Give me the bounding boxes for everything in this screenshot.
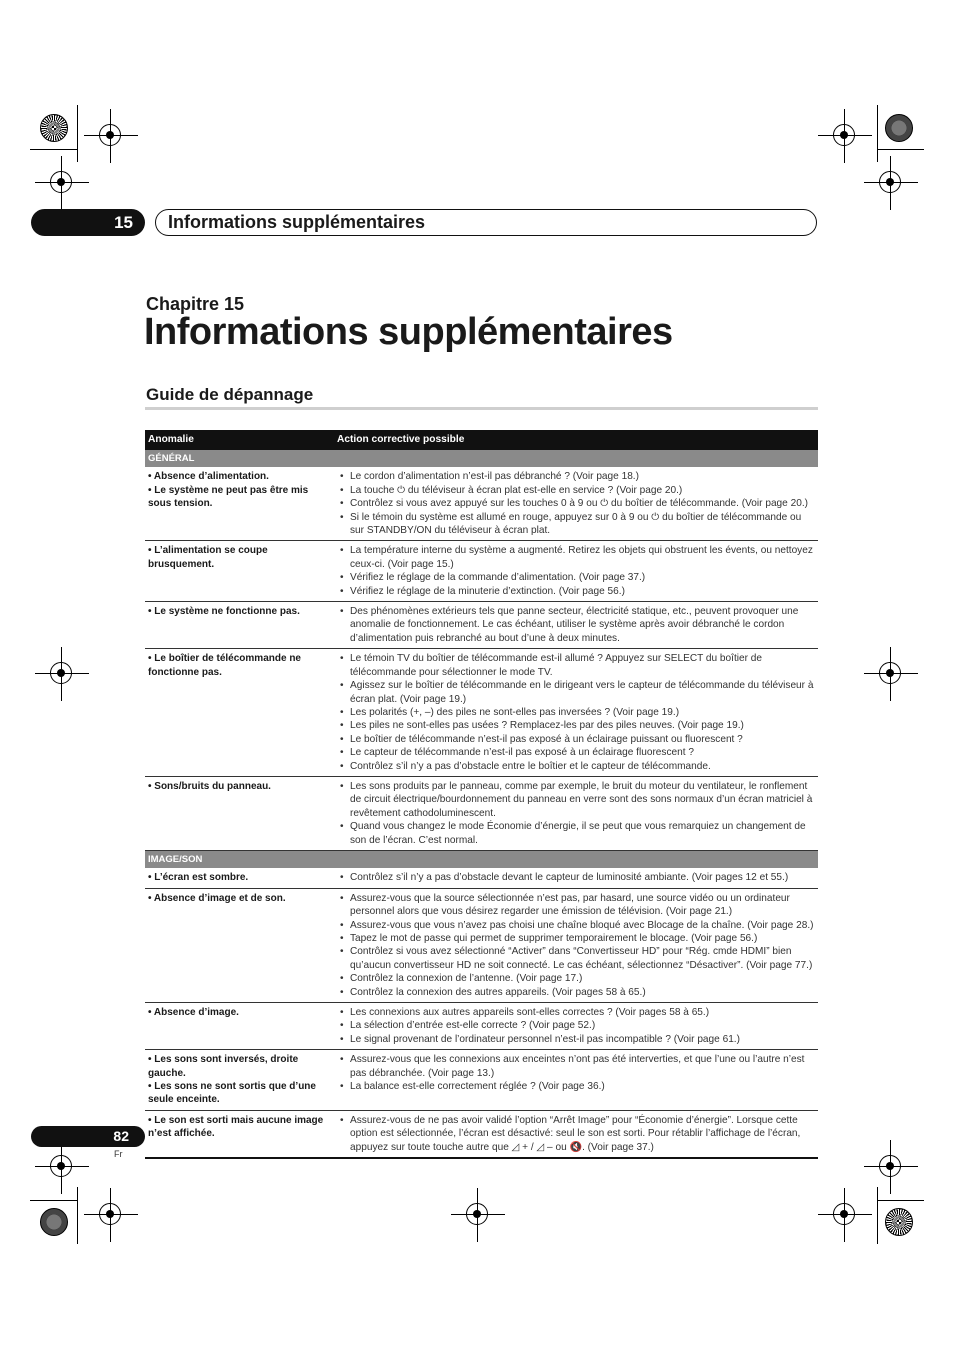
crop-mark — [77, 1187, 78, 1244]
table-row — [145, 868, 818, 888]
action-item: • Le témoin TV du boîtier de télécommande est-il allumé ? Appuyez sur SELECT du boîtier de télécommande pour sélectionner le mode TV. — [350, 652, 815, 679]
action-item: • Contrôlez s’il n’y a pas d’obstacle entre le boîtier et le capteur de télécommande. — [350, 760, 815, 773]
action-cell — [334, 649, 818, 777]
category-label: GÉNÉRAL — [145, 450, 818, 467]
language-code: Fr — [114, 1149, 123, 1159]
crosshair-icon — [879, 662, 901, 684]
table-row — [145, 1003, 818, 1050]
anomaly-text: • Les sons sont inversés, droite gauche. — [148, 1054, 299, 1079]
crop-mark — [877, 149, 924, 150]
column-header: Action corrective possible — [334, 430, 818, 450]
category-row — [145, 850, 818, 868]
anomaly-text: • L’écran est sombre. — [145, 868, 334, 888]
registration-star-icon — [40, 114, 68, 142]
table-row — [145, 1050, 818, 1111]
column-header: Anomalie — [145, 430, 334, 450]
crop-mark — [30, 1200, 77, 1201]
table-row — [145, 1110, 818, 1158]
action-item: • La touche ⏻ du téléviseur à écran plat est-elle en service ? (Voir page 20.) — [350, 484, 815, 497]
crop-mark — [30, 149, 77, 150]
action-item: • Assurez-vous que vous n’avez pas choisi une chaîne bloqué avec Blocage de la chaîne. (Voir page 28.) — [350, 919, 815, 932]
action-item: • Quand vous changez le mode Économie d’énergie, il se peut que vous remarquiez un changement de son de l’écran. C’est normal. — [350, 820, 815, 847]
action-item: • Le cordon d’alimentation n’est-il pas débranché ? (Voir page 18.) — [350, 470, 815, 483]
action-item: • Agissez sur le boîtier de télécommande en le dirigeant vers le capteur de télécommande du téléviseur à écran plat. (Voir page 19.) — [350, 679, 815, 706]
action-item: • Contrôlez s’il n’y a pas d’obstacle devant le capteur de luminosité ambiante. (Voir pages 12 et 55.) — [350, 871, 815, 884]
action-item: • Contrôlez la connexion des autres appareils. (Voir pages 58 à 65.) — [350, 986, 815, 999]
chapter-label: Chapitre 15 — [146, 294, 245, 314]
category-row — [145, 450, 818, 467]
section-divider — [145, 407, 818, 410]
action-cell — [334, 888, 818, 1002]
table-row — [145, 467, 818, 541]
anomaly-text: • Absence d’image et de son. — [145, 888, 334, 1002]
category-label: IMAGE/SON — [145, 850, 818, 868]
action-item: • Assurez-vous de ne pas avoir validé l’option “Arrêt Image” pour “Économie d’énergie”. Lorsque cette option est sélectionnée, l’écran est désactivé: seul le son est sorti. Pour rétablir l’affichage de l’écran, appuyez sur toute touche autre que ◿ + / ◿ – ou 🔇. (Voir page 37.) — [350, 1114, 815, 1154]
anomaly-text: • Absence d’alimentation. — [148, 471, 269, 483]
crop-mark — [877, 1200, 924, 1201]
anomaly-cell — [145, 1050, 334, 1111]
action-item: • Le capteur de télécommande n’est-il pas exposé à un éclairage fluorescent ? — [350, 746, 815, 759]
action-item: • La température interne du système a augmenté. Retirez les objets qui obstruent les évents, ou nettoyez ceux-ci. (Voir page 15.) — [350, 544, 815, 571]
crosshair-icon — [99, 124, 121, 146]
anomaly-text: • Les sons ne sont sortis que d’une seule enceinte. — [148, 1081, 316, 1106]
action-item: • Le signal provenant de l’ordinateur personnel n’est-il pas incompatible ? (Voir page 61.) — [350, 1033, 815, 1046]
action-item: • Si le témoin du système est allumé en rouge, appuyez sur 0 à 9 ou ⏻ du boîtier de télécommande ou sur STANDBY/ON du téléviseur à écran plat. — [350, 511, 815, 538]
action-item: • Des phénomènes extérieurs tels que panne secteur, électricité statique, etc., peuvent provoquer une anomalie de fonctionnement. Le cas échéant, utiliser le système après avoir débranché le cordon d’alimentation puis rebranché au bout d’une à deux minutes. — [350, 605, 815, 645]
action-item: • Le boîtier de télécommande n’est-il pas exposé à un éclairage puissant ou fluorescent ? — [350, 733, 815, 746]
action-cell — [334, 602, 818, 649]
action-item: • Les sons produits par le panneau, comme par exemple, le bruit du moteur du ventilateur, le ronflement de circuit électrique/bourdonnement du panneau en verre sont des sons normaux d’un écran matriciel à revêtement cathodoluminescent. — [350, 780, 815, 820]
chapter-number-tab: 15 — [31, 209, 145, 236]
action-item: • La sélection d’entrée est-elle correcte ? (Voir page 52.) — [350, 1019, 815, 1032]
action-item: • Contrôlez la connexion de l’antenne. (Voir page 17.) — [350, 972, 815, 985]
table-header-row — [145, 430, 818, 450]
anomaly-text: • Le boîtier de télécommande ne fonctionne pas. — [145, 649, 334, 777]
chapter-header-title: Informations supplémentaires — [155, 209, 817, 236]
crop-mark — [877, 1187, 878, 1244]
action-cell — [334, 1110, 818, 1158]
crosshair-icon — [50, 662, 72, 684]
crosshair-icon — [50, 171, 72, 193]
crosshair-icon — [879, 171, 901, 193]
crop-mark — [877, 105, 878, 162]
table-row — [145, 602, 818, 649]
anomaly-text: • Absence d’image. — [145, 1003, 334, 1050]
action-item: • Vérifiez le réglage de la commande d’alimentation. (Voir page 37.) — [350, 571, 815, 584]
action-cell — [334, 541, 818, 602]
section-title: Guide de dépannage — [146, 385, 314, 404]
anomaly-text: • Le son est sorti mais aucune image n’est affichée. — [145, 1110, 334, 1158]
action-cell — [334, 868, 818, 888]
action-cell — [334, 776, 818, 850]
action-cell — [334, 1003, 818, 1050]
action-cell — [334, 1050, 818, 1111]
page-number: 82 — [31, 1126, 145, 1147]
action-item: • Assurez-vous que les connexions aux enceintes n’ont pas été interverties, et que l’une ou l’autre n’est pas débranchée. (Voir page 13.) — [350, 1053, 815, 1080]
action-cell — [334, 467, 818, 541]
crosshair-icon — [833, 124, 855, 146]
crosshair-icon — [50, 1155, 72, 1177]
anomaly-text: • Sons/bruits du panneau. — [145, 776, 334, 850]
action-item: • Vérifiez le réglage de la minuterie d’extinction. (Voir page 56.) — [350, 585, 815, 598]
anomaly-text: • Le système ne fonctionne pas. — [145, 602, 334, 649]
anomaly-cell — [145, 467, 334, 541]
action-item: • Les piles ne sont-elles pas usées ? Remplacez-les par des piles neuves. (Voir page 19.) — [350, 719, 815, 732]
table-row — [145, 776, 818, 850]
table-row — [145, 649, 818, 777]
registration-star-icon — [885, 114, 913, 142]
action-item: • Contrôlez si vous avez appuyé sur les touches 0 à 9 ou ⏻ du boîtier de télécommande. (Voir page 20.) — [350, 497, 815, 510]
crop-mark — [77, 105, 78, 162]
action-item: • Les polarités (+, –) des piles ne sont-elles pas inversées ? (Voir page 19.) — [350, 706, 815, 719]
page-title: Informations supplémentaires — [144, 311, 673, 353]
action-item: • Contrôlez si vous avez sélectionné “Activer” dans “Convertisseur HD” pour “Rég. cmde HDMI” bien qu’aucun convertisseur HD ne soit connecté. Le cas échéant, sélectionnez “Désactiver”. (Voir page 77.) — [350, 945, 815, 972]
crosshair-icon — [833, 1203, 855, 1225]
table-row — [145, 888, 818, 1002]
troubleshooting-table — [145, 430, 818, 1159]
crosshair-icon — [466, 1203, 488, 1225]
action-item: • Tapez le mot de passe qui permet de supprimer temporairement le blocage. (Voir page 56.) — [350, 932, 815, 945]
anomaly-text: • L’alimentation se coupe brusquement. — [145, 541, 334, 602]
registration-star-icon — [885, 1208, 913, 1236]
table-row — [145, 541, 818, 602]
crosshair-icon — [879, 1155, 901, 1177]
registration-star-icon — [40, 1208, 68, 1236]
anomaly-text: • Le système ne peut pas être mis sous tension. — [148, 484, 309, 510]
action-item: • La balance est-elle correctement réglée ? (Voir page 36.) — [350, 1080, 815, 1093]
action-item: • Assurez-vous que la source sélectionnée n’est pas, par hasard, une source vidéo ou un ordinateur personnel alors que vous désirez regarder une émission de télévision. (Voir page 21.) — [350, 892, 815, 919]
crosshair-icon — [99, 1203, 121, 1225]
action-item: • Les connexions aux autres appareils sont-elles correctes ? (Voir pages 58 à 65.) — [350, 1006, 815, 1019]
